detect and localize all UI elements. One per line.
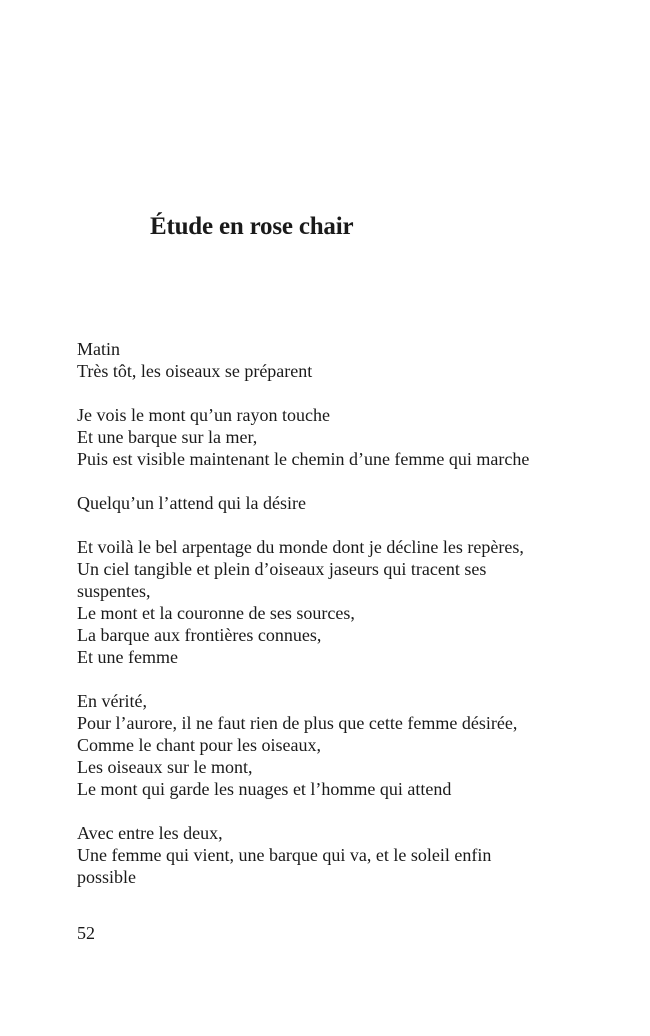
stanza-6: [77, 822, 597, 888]
poem-line: Comme le chant pour les oiseaux,: [77, 735, 321, 755]
poem-line: Avec entre les deux,: [77, 823, 223, 843]
poem-line: Et voilà le bel arpentage du monde dont je décline les repères,: [77, 537, 524, 557]
poem-line: Très tôt, les oiseaux se préparent: [77, 361, 313, 381]
poem-body: [77, 338, 597, 910]
poem-line: En vérité,: [77, 691, 147, 711]
poem-line: Puis est visible maintenant le chemin d’une femme qui marche: [77, 449, 530, 469]
poem-line: Les oiseaux sur le mont,: [77, 757, 253, 777]
poem-line: suspentes,: [77, 581, 151, 601]
poem-title: Étude en rose chair: [150, 213, 354, 240]
poem-line: Et une femme: [77, 647, 178, 667]
stanza-2: [77, 404, 597, 470]
stanza-5: [77, 690, 597, 800]
poem-line: Pour l’aurore, il ne faut rien de plus que cette femme désirée,: [77, 713, 518, 733]
poem-line: possible: [77, 867, 137, 887]
poem-line: Quelqu’un l’attend qui la désire: [77, 493, 306, 513]
poem-line: Le mont qui garde les nuages et l’homme qui attend: [77, 779, 452, 799]
poem-line: Et une barque sur la mer,: [77, 427, 258, 447]
stanza-4: [77, 536, 597, 668]
poem-line: La barque aux frontières connues,: [77, 625, 322, 645]
poem-line: Le mont et la couronne de ses sources,: [77, 603, 355, 623]
poem-line: Matin: [77, 339, 120, 359]
stanza-1: [77, 338, 597, 382]
stanza-3: [77, 492, 597, 514]
poem-line: Je vois le mont qu’un rayon touche: [77, 405, 330, 425]
page-number: 52: [77, 923, 95, 943]
poem-line: Une femme qui vient, une barque qui va, et le soleil enfin: [77, 845, 492, 865]
poem-line: Un ciel tangible et plein d’oiseaux jaseurs qui tracent ses: [77, 559, 487, 579]
